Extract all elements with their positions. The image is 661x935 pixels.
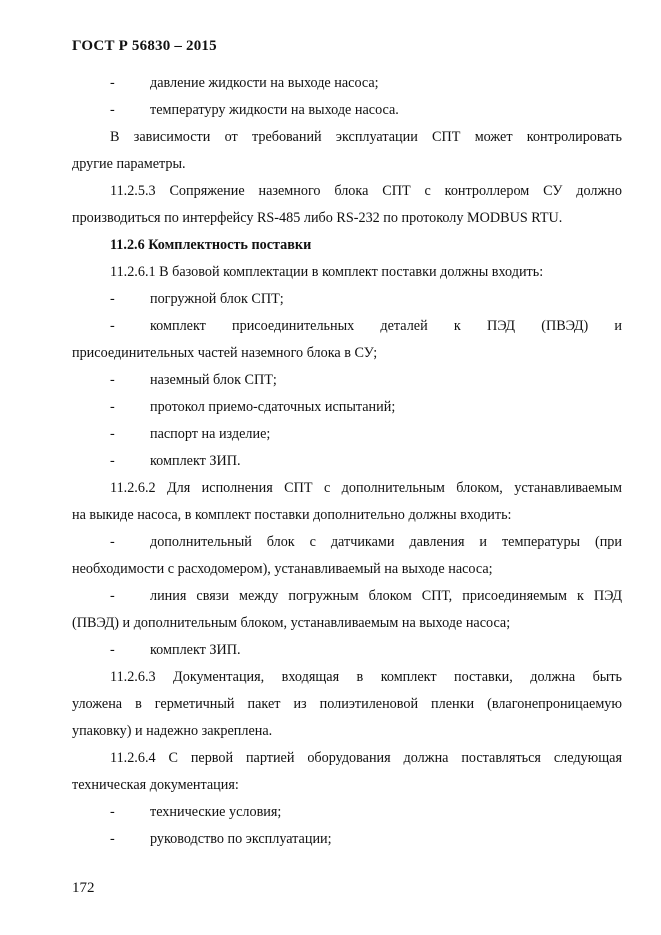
paragraph: 11.2.5.3 Сопряжение наземного блока СПТ с контроллером СУ должно производиться по интерфейсу RS-485 либо RS-232 по протоколу MODBUS RTU. bbox=[72, 183, 622, 226]
list-dash: - bbox=[110, 642, 115, 658]
paragraph: 11.2.6.3 Документация, входящая в комплект поставки, должна быть уложена в герметичный пакет из полиэтиленовой пленки (влагонепроницаемую упаковку) и надежно закреплена. bbox=[72, 669, 622, 739]
list-item: - комплект ЗИП. bbox=[72, 448, 622, 475]
list-dash: - bbox=[110, 75, 115, 91]
list-item: - паспорт на изделие; bbox=[72, 421, 622, 448]
list-item: - дополнительный блок с датчиками давления и температуры (при необходимости с расходомером), устанавливаемый на выходе насоса; bbox=[72, 529, 622, 583]
list-item: - линия связи между погружным блоком СПТ, присоединяемым к ПЭД (ПВЭД) и дополнительным блоком, устанавливаемым на выходе насоса; bbox=[72, 583, 622, 637]
page-number: 172 bbox=[72, 880, 95, 896]
list-dash: - bbox=[110, 804, 115, 820]
paragraph: 11.2.6.2 Для исполнения СПТ с дополнительным блоком, устанавливаемым на выкиде насоса, в комплект поставки дополнительно должны входить: bbox=[72, 480, 622, 523]
list-item: - наземный блок СПТ; bbox=[72, 367, 622, 394]
list-dash: - bbox=[110, 426, 115, 442]
paragraph: 11.2.6.1 В базовой комплектации в комплект поставки должны входить: bbox=[110, 264, 544, 280]
list-item: - технические условия; bbox=[72, 799, 622, 826]
list-item: - давление жидкости на выходе насоса; bbox=[72, 70, 622, 97]
list-dash: - bbox=[110, 534, 115, 550]
document-body bbox=[72, 70, 622, 853]
list-item: - руководство по эксплуатации; bbox=[72, 826, 622, 853]
document-header: ГОСТ Р 56830 – 2015 bbox=[72, 38, 217, 54]
list-item: - комплект ЗИП. bbox=[72, 637, 622, 664]
list-dash: - bbox=[110, 291, 115, 307]
list-dash: - bbox=[110, 399, 115, 415]
paragraph: В зависимости от требований эксплуатации СПТ может контролировать другие параметры. bbox=[72, 129, 622, 172]
list-dash: - bbox=[110, 372, 115, 388]
list-dash: - bbox=[110, 318, 115, 334]
list-item: - протокол приемо-сдаточных испытаний; bbox=[72, 394, 622, 421]
list-item: - погружной блок СПТ; bbox=[72, 286, 622, 313]
list-item: - комплект присоединительных деталей к ПЭД (ПВЭД) и присоединительных частей наземного блока в СУ; bbox=[72, 313, 622, 367]
list-dash: - bbox=[110, 102, 115, 118]
section-heading: 11.2.6 Комплектность поставки bbox=[110, 237, 312, 253]
list-dash: - bbox=[110, 831, 115, 847]
paragraph: 11.2.6.4 С первой партией оборудования должна поставляться следующая техническая документация: bbox=[72, 750, 622, 793]
list-item: - температуру жидкости на выходе насоса. bbox=[72, 97, 622, 124]
list-dash: - bbox=[110, 453, 115, 469]
list-dash: - bbox=[110, 588, 115, 604]
